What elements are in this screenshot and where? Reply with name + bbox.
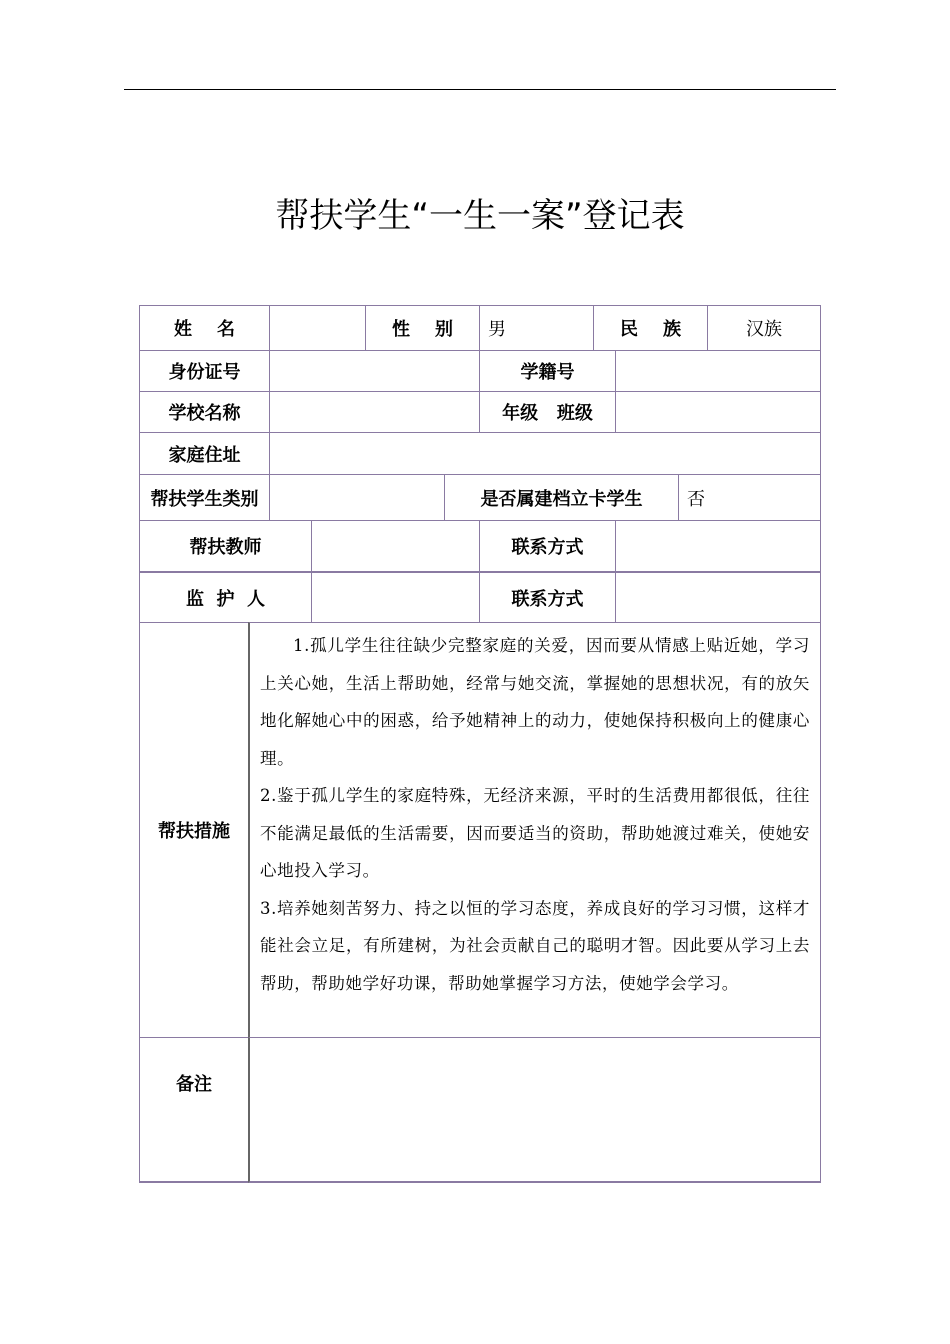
ethnicity-label: 民 族 xyxy=(593,305,708,351)
registered-label: 是否属建档立卡学生 xyxy=(444,474,679,521)
name-label: 姓 名 xyxy=(139,305,270,351)
registered-value: 否 xyxy=(678,474,821,521)
school-value xyxy=(269,391,480,433)
name-value xyxy=(269,305,366,351)
category-value xyxy=(269,474,445,521)
measure-item-1: 1.孤儿学生往往缺少完整家庭的关爱，因而要从情感上贴近她，学习上关心她，生活上帮助她，经常与她交流，掌握她的思想状况，有的放矢地化解她心中的困惑，给予她精神上的动力，使她保持积极向上的健康心理。 xyxy=(260,636,810,768)
guardian-contact-label: 联系方式 xyxy=(479,572,616,623)
school-label: 学校名称 xyxy=(139,391,270,433)
id-value xyxy=(269,350,480,392)
grade-value xyxy=(615,391,821,433)
measures-content xyxy=(248,622,821,1038)
teacher-label: 帮扶教师 xyxy=(139,520,312,573)
remarks-label: 备注 xyxy=(139,1037,249,1183)
teacher-contact-label: 联系方式 xyxy=(479,520,616,573)
remarks-value xyxy=(248,1037,821,1183)
teacher-contact-value xyxy=(615,520,821,573)
gender-value: 男 xyxy=(479,305,594,351)
student-no-label: 学籍号 xyxy=(479,350,616,392)
address-value xyxy=(269,432,821,475)
category-label: 帮扶学生类别 xyxy=(139,474,270,521)
measure-item-3: 3.培养她刻苦努力、持之以恒的学习态度，养成良好的学习习惯，这样才能社会立足，有所建树，为社会贡献自己的聪明才智。因此要从学习上去帮助，帮助她学好功课，帮助她掌握学习方法，使她学会学习。 xyxy=(260,898,810,993)
page-title: 帮扶学生“一生一案”登记表 xyxy=(275,196,685,236)
guardian-label: 监 护 人 xyxy=(139,572,312,623)
teacher-value xyxy=(311,520,480,573)
measure-item-2: 2.鉴于孤儿学生的家庭特殊，无经济来源，平时的生活费用都很低，往往不能满足最低的生活需要，因而要适当的资助，帮助她渡过难关，使她安心地投入学习。 xyxy=(260,786,810,880)
measures-label: 帮扶措施 xyxy=(139,622,249,1038)
guardian-contact-value xyxy=(615,572,821,623)
address-label: 家庭住址 xyxy=(139,432,270,475)
grade-label: 年级 班级 xyxy=(479,391,616,433)
gender-label: 性 别 xyxy=(365,305,480,351)
ethnicity-value: 汉族 xyxy=(707,305,821,351)
header-rule xyxy=(124,89,836,90)
guardian-value xyxy=(311,572,480,623)
student-no-value xyxy=(615,350,821,392)
id-label: 身份证号 xyxy=(139,350,270,392)
